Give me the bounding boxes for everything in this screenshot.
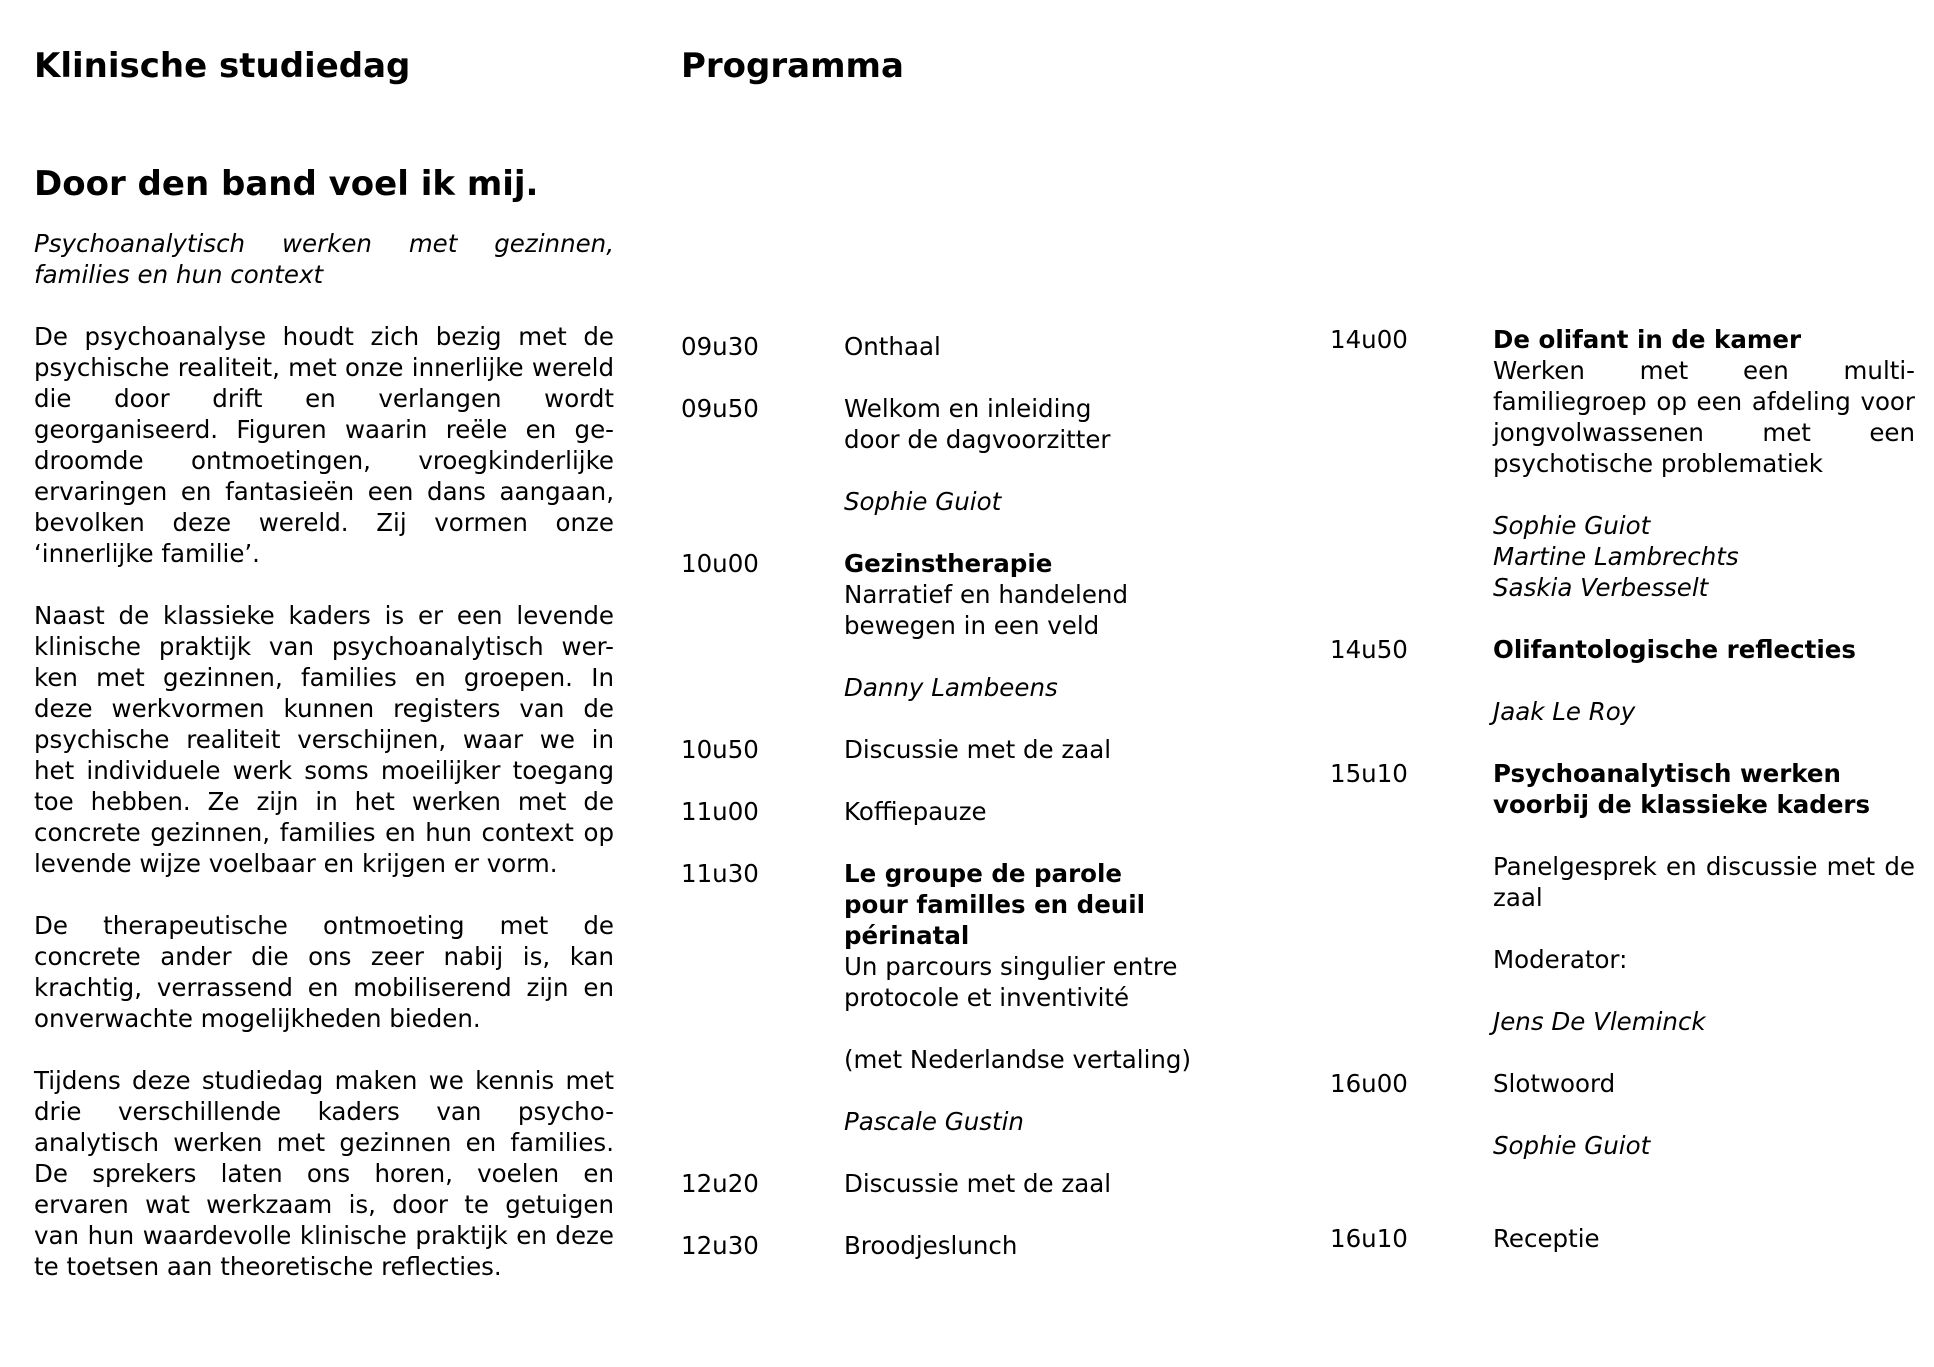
program-time: 11u00 — [681, 797, 759, 826]
program-label: door de dagvoorzitter — [844, 425, 1111, 454]
program-time: 10u50 — [681, 735, 759, 764]
program-item — [681, 1168, 1261, 1199]
program-speaker: Saskia Verbesselt — [1493, 573, 1709, 602]
program-label: Koffiepauze — [844, 797, 987, 826]
program-speaker: Danny Lambeens — [844, 673, 1058, 702]
intro-subtitle: Psychoanalytisch werken met gezinnen, families en hun context — [34, 229, 614, 289]
program-time: 10u00 — [681, 549, 759, 578]
intro-paragraph: De psychoanalyse houdt zich bezig met de psychische realiteit, met onze innerlijke wereld die door drift en verlangen wordt georganiseerd. Figuren waarin reële en ge-droomde ontmoetingen, vroegkinderlijke ervaringen en fantasieën een dans aangaan, bevolken deze wereld. Zij vormen onze ‘innerlijke familie’. — [34, 322, 614, 568]
program-speaker: Jens De Vleminck — [1493, 1007, 1706, 1036]
program-item — [1330, 324, 1915, 603]
program-session-title: voorbij de klassieke kaders — [1493, 790, 1871, 819]
program-item — [681, 548, 1261, 703]
program-label: bewegen in een veld — [844, 611, 1100, 640]
program-speaker: Sophie Guiot — [1493, 1131, 1651, 1160]
program-time: 16u10 — [1330, 1224, 1408, 1253]
program-label: Welkom en inleiding — [844, 394, 1092, 423]
program-item — [681, 1230, 1261, 1261]
program-item — [681, 796, 1261, 827]
program-note: (met Nederlandse vertaling) — [844, 1045, 1192, 1074]
program-label: Narratief en handelend — [844, 580, 1129, 609]
program-description: Werken met een multi-familiegroep op een afdeling voor jongvolwassenen met een psychotische problematiek — [1493, 356, 1915, 478]
program-session-title: Psychoanalytisch werken — [1493, 759, 1841, 788]
program-item — [1330, 1223, 1915, 1254]
program-label: Slotwoord — [1493, 1069, 1616, 1098]
program-label: Broodjeslunch — [844, 1231, 1018, 1260]
program-item — [1330, 758, 1915, 1037]
program-label: Onthaal — [844, 332, 941, 361]
program-item — [1330, 1068, 1915, 1161]
program-item — [681, 858, 1261, 1137]
program-label: protocole et inventivité — [844, 983, 1130, 1012]
program-time: 09u50 — [681, 394, 759, 423]
program-session-title: Gezinstherapie — [844, 549, 1053, 578]
program-label: Discussie met de zaal — [844, 735, 1112, 764]
program-item — [1330, 634, 1915, 727]
program-speaker: Jaak Le Roy — [1493, 697, 1636, 726]
program-label: Discussie met de zaal — [844, 1169, 1112, 1198]
program-time: 12u20 — [681, 1169, 759, 1198]
program-time: 11u30 — [681, 859, 759, 888]
program-speaker: Sophie Guiot — [844, 487, 1002, 516]
program-label: Un parcours singulier entre — [844, 952, 1178, 981]
program-session-title: pour familles en deuil — [844, 890, 1146, 919]
program-time: 14u50 — [1330, 635, 1408, 664]
program-morning — [681, 331, 1261, 1261]
intro-paragraph: Tijdens deze studiedag maken we kennis met drie verschillende kaders van psycho-analytisch werken met gezinnen en families. De sprekers laten ons horen, voelen en ervaren wat werkzaam is, door te getuigen van hun waardevolle klinische praktijk en deze te toetsen aan theoretische reflecties. — [34, 1066, 614, 1281]
intro-column — [34, 162, 614, 1313]
program-time: 15u10 — [1330, 759, 1408, 788]
program-moderator-label: Moderator: — [1493, 945, 1628, 974]
program-session-title: De olifant in de kamer — [1493, 325, 1802, 354]
program-session-title: Le groupe de parole — [844, 859, 1123, 888]
program-speaker: Martine Lambrechts — [1493, 542, 1739, 571]
program-description: Panelgesprek en discussie met de zaal — [1493, 852, 1915, 912]
program-title: Programma — [681, 46, 904, 86]
program-afternoon — [1330, 324, 1915, 1254]
intro-title: Door den band voel ik mij. — [34, 164, 539, 204]
program-item — [681, 331, 1261, 362]
program-item — [681, 393, 1261, 517]
intro-paragraph: Naast de klassieke kaders is er een levende klinische praktijk van psychoanalytisch wer-ken met gezinnen, families en groepen. In deze werkvormen kunnen registers van de psychische realiteit verschijnen, waar we in het individuele werk soms moeilijker toegang toe hebben. Ze zijn in het werken met de concrete gezinnen, families en hun context op levende wijze voelbaar en krijgen er vorm. — [34, 601, 614, 878]
program-time: 16u00 — [1330, 1069, 1408, 1098]
page-title: Klinische studiedag — [34, 46, 411, 86]
program-speaker: Sophie Guiot — [1493, 511, 1651, 540]
program-session-title: périnatal — [844, 921, 970, 950]
program-label: Receptie — [1493, 1224, 1600, 1253]
program-time: 09u30 — [681, 332, 759, 361]
program-item — [681, 734, 1261, 765]
program-time: 12u30 — [681, 1231, 759, 1260]
intro-paragraph: De therapeutische ontmoeting met de concrete ander die ons zeer nabij is, kan krachtig, verrassend en mobiliserend zijn en onverwachte mogelijkheden bieden. — [34, 911, 614, 1033]
program-speaker: Pascale Gustin — [844, 1107, 1024, 1136]
program-session-title: Olifantologische reflecties — [1493, 635, 1856, 664]
program-time: 14u00 — [1330, 325, 1408, 354]
